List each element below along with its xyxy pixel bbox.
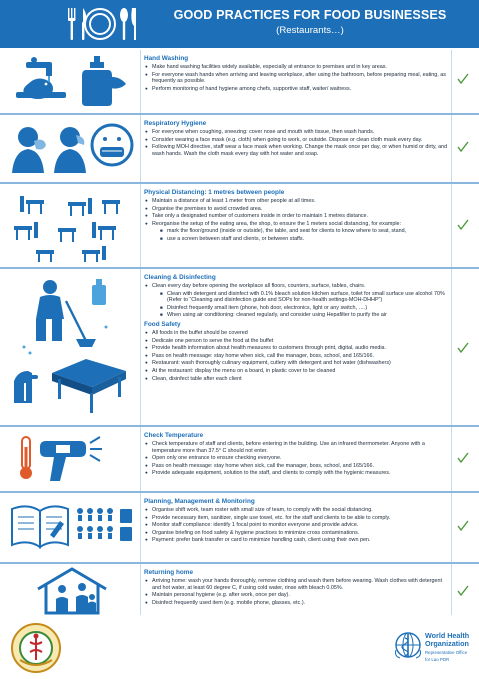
section-title: Hand Washing bbox=[144, 55, 189, 62]
bullet-list bbox=[144, 578, 448, 606]
bullet-list bbox=[144, 198, 448, 227]
section-title: Cleaning & Disinfecting bbox=[144, 274, 216, 281]
who-logo-icon bbox=[393, 630, 423, 660]
who-name-line1: World Health bbox=[425, 631, 470, 640]
section-physical-distancing bbox=[0, 184, 479, 266]
list-item: ● Arriving home: wash your hands thoroughly, remove clothing and wash them before wearing. Wash clothes with detergent and hot water, at least 60 degree C, if using cold water, rinse with bleach 0.05%. bbox=[144, 578, 448, 591]
who-office-line1: Representative Office bbox=[425, 650, 468, 655]
section-title: Respiratory Hygiene bbox=[144, 120, 207, 127]
list-item: ● Check temperature of staff and clients, before entering in the building. Use an infrared thermometer. Anyone with a temperature more than 37.5° C should not enter. bbox=[144, 441, 448, 454]
utensils-icon bbox=[62, 5, 140, 43]
list-item: ● Maintain personal hygiene (e.g. after work, once per day). bbox=[144, 592, 448, 599]
list-item: ● Dedicate one person to serve the food at the buffet bbox=[144, 338, 448, 345]
section-respiratory-hygiene bbox=[0, 115, 479, 181]
list-item: ■ use a screen between staff and clients, or between staffs. bbox=[160, 236, 448, 243]
list-item: ● For everyone wash hands when arriving and leaving workplace, after using the bathroom, before preparing meal, eating, as frequently as possible. bbox=[144, 72, 448, 85]
list-item: ● For everyone when coughing, sneezing: cover nose and mouth with tissue, then wash hands. bbox=[144, 129, 448, 136]
list-item: ● Payment: prefer bank transfer or card to minimize handling cash, client using their own pen. bbox=[144, 537, 448, 544]
page-subtitle: (Restaurants…) bbox=[276, 25, 344, 36]
list-item: ● Monitor staff compliance: identify 1 focal point to monitor everyone and provide advice. bbox=[144, 522, 448, 529]
section-planning bbox=[0, 493, 479, 561]
who-text-block bbox=[425, 632, 477, 662]
list-item: ● All foods in the buffet should be covered bbox=[144, 330, 448, 337]
sub-bullet-list bbox=[160, 228, 448, 242]
check-icon bbox=[456, 140, 470, 154]
check-icon bbox=[456, 451, 470, 465]
hand-washing-icon bbox=[6, 54, 136, 108]
section-title: Physical Distancing: 1 metres between people bbox=[144, 189, 285, 196]
list-item: ● Reorganise the setup of the eating area, the shop, to ensure the 1 meters social distancing, for example: bbox=[144, 221, 448, 228]
list-item: ● Organise briefing on food safety & hygiene practices to minimize cross contaminations. bbox=[144, 530, 448, 537]
list-item: ● At the restaurant: display the menu on a board, in plastic cover to be cleaned bbox=[144, 368, 448, 375]
section-hand-washing bbox=[0, 50, 479, 112]
list-item: ● Pass on health message: stay home when sick, call the manager, boss, school, and 165/166. bbox=[144, 463, 448, 470]
section-title: Returning home bbox=[144, 569, 193, 576]
physical-distancing-icon bbox=[6, 190, 136, 264]
list-item: ■ Clean with detergent and disinfect with 0.1% bleach solution kitchen surface, toilet for small surface use alcohol 70% (Refer to “Cleaning and disinfection guide and SOPs for non-health settings-MOH-DHHP”) bbox=[160, 291, 448, 304]
check-icon bbox=[456, 218, 470, 232]
list-item: ● Pass on health message: stay home when sick, call the manager, boss, school, and 165/166. bbox=[144, 353, 448, 360]
cleaning-icon bbox=[6, 275, 136, 421]
list-item: ● Following MOH directive, staff wear a face mask when working. Change the mask once per day, or when humid or dirty, and wash hands. Wash the cloth mask every day with hot water and soap. bbox=[144, 144, 448, 157]
list-item: ● Make hand washing facilities widely available, especially at entrance to premises and in key areas. bbox=[144, 64, 448, 71]
thermometer-icon bbox=[6, 431, 136, 487]
page-title: GOOD PRACTICES FOR FOOD BUSINESSES bbox=[173, 8, 447, 22]
list-item: ● Organise the premises to avoid crowded area. bbox=[144, 206, 448, 213]
list-item: ● Take only a designated number of customers inside in order to maintain 1 metres distance. bbox=[144, 213, 448, 220]
sub-bullet-list bbox=[160, 291, 448, 319]
bullet-list bbox=[144, 441, 448, 477]
list-item: ■ Disinfect frequently small item (phone, hob door, electronics, light or any switch, ….) bbox=[160, 305, 448, 312]
check-icon bbox=[456, 584, 470, 598]
list-item: ● Organise shift work, team roster with small size of team, to comply with the social distancing. bbox=[144, 507, 448, 514]
list-item: ● Maintain a distance of at least 1 meter from other people at all times. bbox=[144, 198, 448, 205]
list-item: ■ mark the floor/ground (inside or outside), the table, and seat for clients to know where to seat, stand, bbox=[160, 228, 448, 235]
footer bbox=[0, 616, 479, 679]
list-item: ● Provide adequate equipment, solution to the staff, and clients to comply with the hygienic measures. bbox=[144, 470, 448, 477]
lao-ministry-emblem-icon bbox=[10, 622, 62, 674]
bullet-list bbox=[144, 283, 448, 290]
bullet-list bbox=[144, 64, 448, 92]
check-icon bbox=[456, 341, 470, 355]
header-banner bbox=[0, 0, 479, 48]
home-icon bbox=[6, 567, 136, 615]
section-title: Check Temperature bbox=[144, 432, 204, 439]
list-item: ● Provide health information about health measures to customers through print, digital, audio media. bbox=[144, 345, 448, 352]
who-office-line2: for Lao PDR bbox=[425, 657, 450, 663]
planning-icon bbox=[6, 499, 136, 557]
who-name-line2: Organization bbox=[425, 639, 469, 648]
section-cleaning-food-safety bbox=[0, 269, 479, 425]
bullet-list bbox=[144, 507, 448, 544]
section-title-food-safety: Food Safety bbox=[144, 320, 181, 328]
list-item: ● Open only one entrance to ensure checking everyone. bbox=[144, 455, 448, 462]
section-check-temperature bbox=[0, 427, 479, 490]
list-item: ● Clean every day before opening the workplace all floors, counters, surface, tables, chairs. bbox=[144, 283, 448, 290]
section-title: Planning, Management & Monitoring bbox=[144, 498, 255, 505]
list-item: ● Disinfect frequently used item (e.g. mobile phone, glasses, etc.). bbox=[144, 600, 448, 607]
list-item: ● Provide necessary item, sanitizer, single use towel, etc. for the staff and clients to be able to comply. bbox=[144, 515, 448, 522]
list-item: ● Clean, disinfect table after each client bbox=[144, 376, 448, 383]
bullet-list bbox=[144, 129, 448, 157]
list-item: ● Consider wearing a face mask (e.g. cloth) when going to work, or outside. Dispose or clean cloth mask every day. bbox=[144, 137, 448, 144]
bullet-list-food-safety bbox=[144, 330, 448, 382]
list-item: ■ When using air conditioning: cleaned regularly, and consider using Hepafilter to purify the air bbox=[160, 312, 448, 319]
respiratory-hygiene-icon bbox=[6, 121, 136, 175]
list-item: ● Perform monitoring of hand hygiene among chefs, supportive staff, waiter/ waitress. bbox=[144, 86, 448, 93]
list-item: ● Restaurant: wash thoroughly culinary equipment, cutlery with detergent and hot water (dishwashers) bbox=[144, 360, 448, 367]
check-icon bbox=[456, 519, 470, 533]
check-icon bbox=[456, 72, 470, 86]
section-returning-home bbox=[0, 564, 479, 616]
